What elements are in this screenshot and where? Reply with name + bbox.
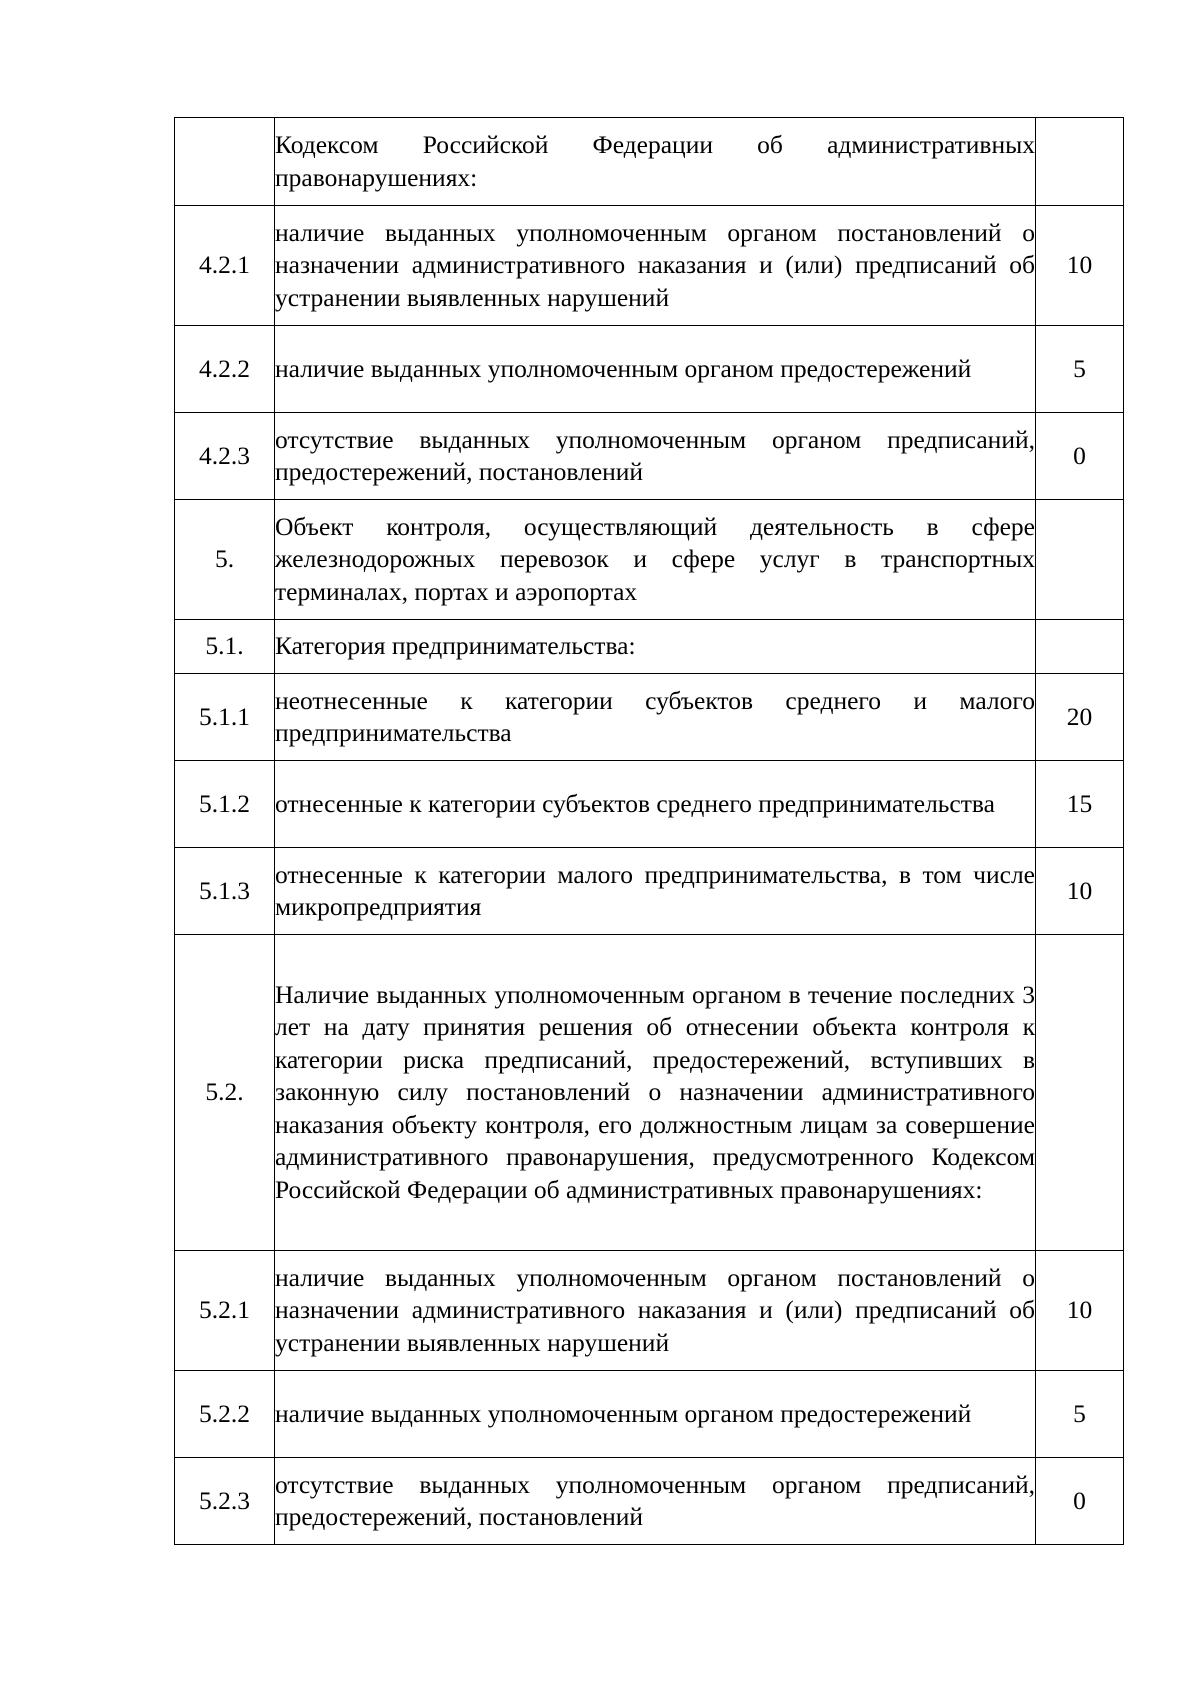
row-score <box>1036 620 1124 674</box>
table-row <box>175 761 1124 848</box>
row-score: 0 <box>1036 413 1124 500</box>
row-criterion-text <box>275 761 1036 848</box>
row-number: 5.2. <box>175 935 275 1251</box>
criterion-text: Объект контроля, осуществляющий деятельность в сфере железнодорожных перевозок и сфере услуг в транспортных терминалах, портах и аэропортах <box>275 511 1035 606</box>
table-row <box>175 118 1124 206</box>
row-score: 10 <box>1036 848 1124 935</box>
row-score: 10 <box>1036 206 1124 326</box>
row-criterion-text <box>275 1458 1036 1545</box>
row-score: 0 <box>1036 1458 1124 1545</box>
criterion-text: Кодексом Российской Федерации об административных правонарушениях: <box>275 130 1035 192</box>
row-score <box>1036 935 1124 1251</box>
criterion-text: отнесенные к категории субъектов среднего предпринимательства <box>275 788 995 818</box>
table-row <box>175 848 1124 935</box>
criterion-text: отсутствие выданных уполномоченным органом предписаний, предостережений, постановлений <box>275 1469 1035 1531</box>
row-score: 15 <box>1036 761 1124 848</box>
row-score <box>1036 118 1124 206</box>
criterion-text: отнесенные к категории малого предпринимательства, в том числе микропредприятия <box>275 859 1035 921</box>
row-criterion-text <box>275 118 1036 206</box>
row-number: 5.1. <box>175 620 275 674</box>
row-number: 5. <box>175 500 275 620</box>
criterion-text: Категория предпринимательства: <box>275 631 636 661</box>
criterion-text: наличие выданных уполномоченным органом постановлений о назначении административного наказания и (или) предписаний об устранении выявленных нарушений <box>275 217 1035 312</box>
criterion-text: неотнесенные к категории субъектов среднего и малого предпринимательства <box>275 685 1035 747</box>
row-criterion-text <box>275 500 1036 620</box>
row-score: 5 <box>1036 326 1124 413</box>
table-row <box>175 413 1124 500</box>
criterion-text: наличие выданных уполномоченным органом предостережений <box>275 353 972 383</box>
row-score: 5 <box>1036 1371 1124 1458</box>
criterion-text: наличие выданных уполномоченным органом предостережений <box>275 1398 972 1428</box>
row-number: 5.1.1 <box>175 674 275 761</box>
row-criterion-text <box>275 326 1036 413</box>
row-number <box>175 118 275 206</box>
row-number: 5.2.2 <box>175 1371 275 1458</box>
row-criterion-text <box>275 413 1036 500</box>
row-number: 5.2.1 <box>175 1251 275 1371</box>
row-score: 10 <box>1036 1251 1124 1371</box>
table-body <box>175 118 1124 1545</box>
criterion-text: Наличие выданных уполномоченным органом в течение последних 3 лет на дату принятия решения об отнесении объекта контроля к категории риска предписаний, предостережений, вступивших в законную силу постановлений о назначении административного наказания объекту контроля, его должностным лицам за совершение административного правонарушения, предусмотренного Кодексом Российской Федерации об административных правонарушениях: <box>275 979 1035 1204</box>
row-score: 20 <box>1036 674 1124 761</box>
row-number: 4.2.1 <box>175 206 275 326</box>
row-criterion-text <box>275 674 1036 761</box>
criteria-table-container <box>174 117 1124 1545</box>
table-row <box>175 674 1124 761</box>
row-number: 5.2.3 <box>175 1458 275 1545</box>
row-criterion-text <box>275 620 1036 674</box>
row-criterion-text <box>275 206 1036 326</box>
table-row <box>175 620 1124 674</box>
table-row <box>175 935 1124 1251</box>
row-criterion-text <box>275 1371 1036 1458</box>
row-criterion-text <box>275 848 1036 935</box>
table-row <box>175 1458 1124 1545</box>
row-criterion-text <box>275 1251 1036 1371</box>
row-number: 4.2.3 <box>175 413 275 500</box>
table-row <box>175 1251 1124 1371</box>
row-number: 5.1.3 <box>175 848 275 935</box>
risk-criteria-table <box>174 117 1124 1545</box>
table-row <box>175 1371 1124 1458</box>
table-row <box>175 500 1124 620</box>
row-score <box>1036 500 1124 620</box>
criterion-text: наличие выданных уполномоченным органом постановлений о назначении административного наказания и (или) предписаний об устранении выявленных нарушений <box>275 1262 1035 1357</box>
table-row <box>175 206 1124 326</box>
row-number: 4.2.2 <box>175 326 275 413</box>
row-criterion-text <box>275 935 1036 1251</box>
row-number: 5.1.2 <box>175 761 275 848</box>
criterion-text: отсутствие выданных уполномоченным органом предписаний, предостережений, постановлений <box>275 424 1035 486</box>
table-row <box>175 326 1124 413</box>
